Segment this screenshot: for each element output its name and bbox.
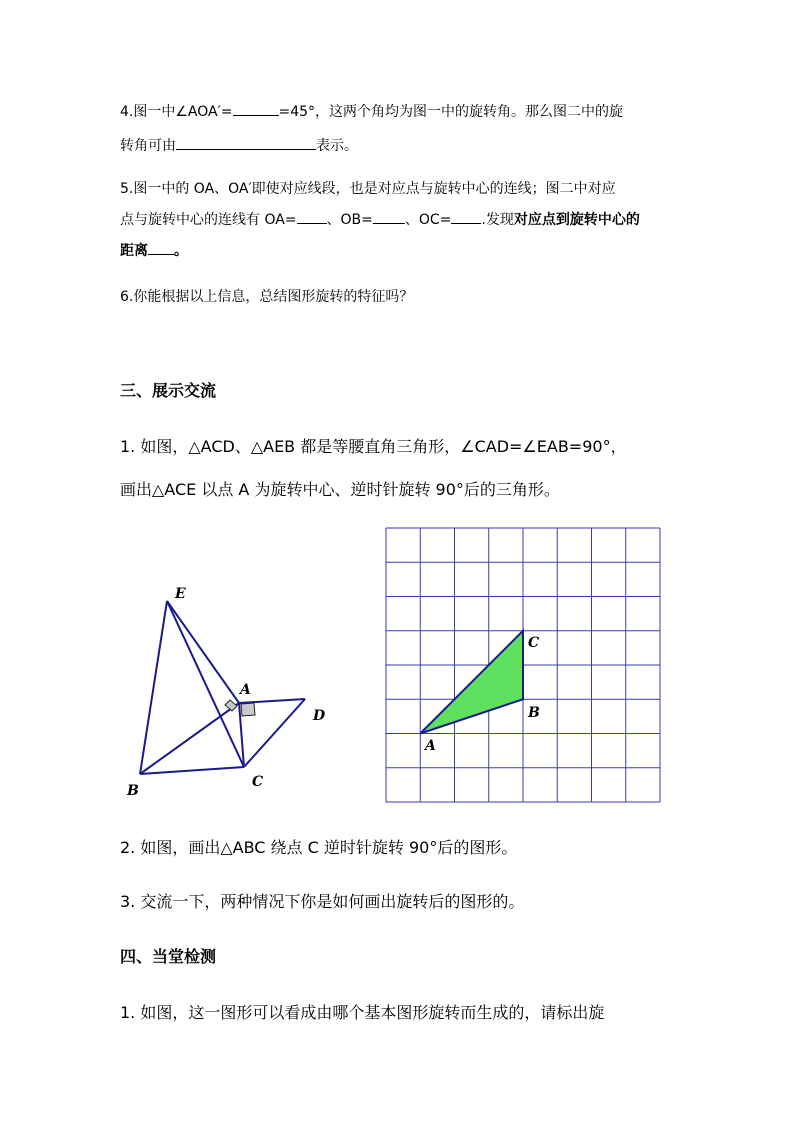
- section4-title: 四、当堂检测: [120, 947, 217, 966]
- q5-text-2a: 点与旋转中心的连线有 OA=: [120, 212, 297, 228]
- section3-p1-line1: 1. 如图，△ACD、△AEB 都是等腰直角三角形，∠CAD=∠EAB=90°，: [120, 437, 627, 456]
- fig1-label-c: C: [252, 774, 264, 790]
- fig2-label-a: A: [425, 738, 436, 754]
- q6-text: 6.你能根据以上信息，总结图形旋转的特征吗？: [120, 289, 414, 305]
- section3-title: 三、展示交流: [120, 381, 217, 400]
- fig1-label-a: A: [240, 682, 251, 698]
- q4-text-a: 4.图一中∠AOA′=: [120, 104, 233, 120]
- q4-text-b: =45°，这两个角均为图一中的旋转角。那么图二中的旋: [278, 104, 624, 120]
- q5-text-1: 5.图一中的 OA、OA′即使对应线段，也是对应点与旋转中心的连线；图二中对应: [120, 181, 616, 197]
- q4-text-c: 转角可由: [120, 138, 176, 154]
- q5-text-2b: 、OB=: [326, 212, 373, 228]
- q5-text-2d: .发现: [481, 212, 514, 228]
- fig1-label-e: E: [175, 586, 186, 602]
- q5-text-3b: 。: [174, 243, 188, 259]
- fig2-label-c: C: [528, 635, 540, 651]
- q5-text-2e: 对应点到旋转中心的: [513, 212, 640, 228]
- section4-p1: 1. 如图，这一图形可以看成由哪个基本图形旋转而生成的，请标出旋: [120, 1003, 605, 1022]
- section3-p3: 3. 交流一下，两种情况下你是如何画出旋转后的图形的。: [120, 892, 525, 911]
- fig2-triangle-abc: [420, 631, 523, 734]
- q5-text-2c: 、OC=: [404, 212, 452, 228]
- fig1-label-b: B: [127, 783, 139, 799]
- q4-text-d: 表示。: [316, 138, 358, 154]
- q5-text-3a: 距离: [120, 243, 148, 259]
- fig1-label-d: D: [313, 708, 326, 724]
- section3-p1-line2: 画出△ACE 以点 A 为旋转中心、逆时针旋转 90°后的三角形。: [120, 480, 560, 499]
- fig2-label-b: B: [528, 705, 540, 721]
- section3-p2: 2. 如图，画出△ABC 绕点 C 逆时针旋转 90°后的图形。: [120, 838, 518, 857]
